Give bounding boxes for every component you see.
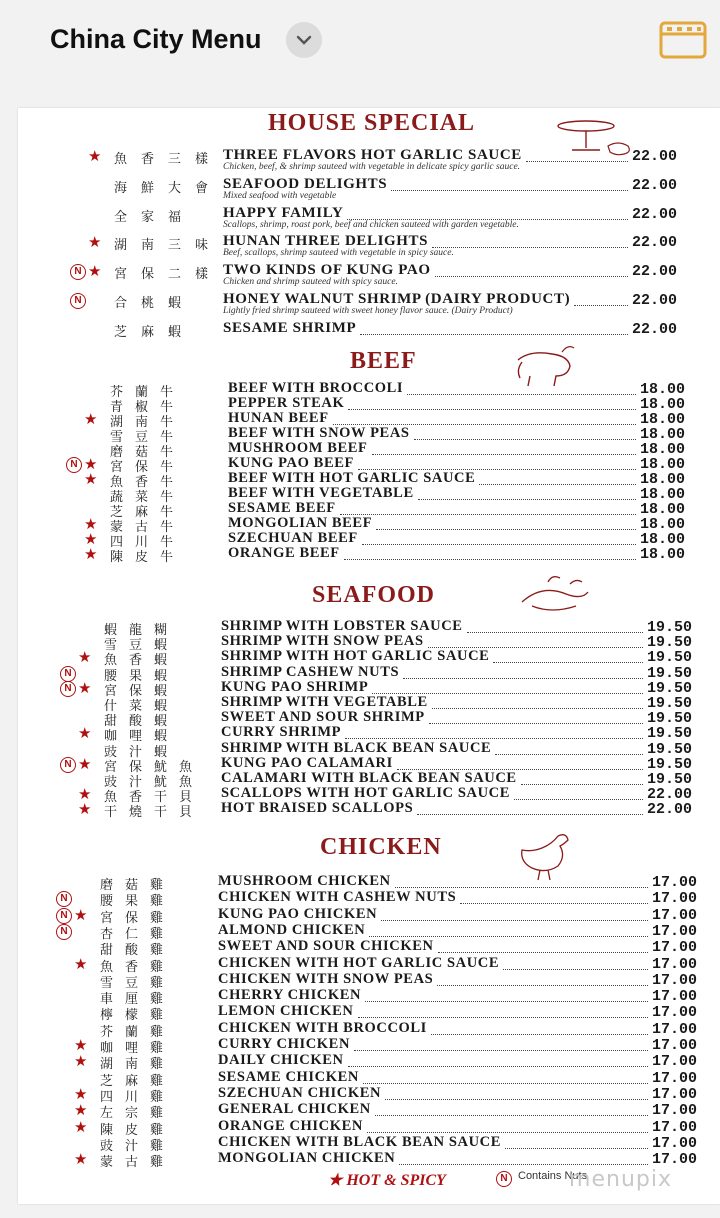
item-chinese-name: 豉汁魷魚 — [104, 775, 205, 790]
item-price: 17.00 — [652, 1102, 698, 1120]
spicy-star-icon: ★ — [84, 516, 98, 533]
item-price: 18.00 — [640, 441, 686, 458]
dotted-leader — [365, 1001, 648, 1002]
item-chinese-name: 蒙古雞 — [100, 1155, 176, 1171]
item-chinese-name: 魚香牛 — [110, 475, 186, 490]
dotted-leader — [391, 190, 628, 191]
item-price: 18.00 — [640, 501, 686, 518]
dotted-leader — [438, 952, 648, 953]
item-chinese-name: 宮保雞 — [100, 910, 176, 926]
item-name: TWO KINDS OF KUNG PAO — [223, 262, 431, 279]
top-bar — [0, 0, 720, 82]
chicken-illustration-icon — [512, 826, 578, 882]
item-chinese-name: 湖南三味 — [114, 238, 223, 254]
item-price: 18.00 — [640, 486, 686, 503]
item-name: SHRIMP WITH SNOW PEAS — [221, 633, 424, 650]
item-name: SZECHUAN BEEF — [228, 530, 358, 546]
dotted-leader — [344, 559, 636, 560]
item-chinese-name: 甜酸雞 — [100, 943, 176, 959]
dotted-leader — [369, 936, 648, 937]
item-chinese-name: 蔬菜牛 — [110, 490, 186, 505]
item-name: MONGOLIAN CHICKEN — [218, 1150, 396, 1167]
item-name: HAPPY FAMILY — [223, 204, 344, 221]
dotted-leader — [521, 784, 643, 785]
item-name: SESAME SHRIMP — [223, 319, 357, 336]
item-price: 19.50 — [647, 755, 693, 773]
item-price: 17.00 — [652, 1020, 698, 1038]
legend — [328, 1170, 446, 1190]
nuts-icon: N — [70, 293, 86, 309]
spicy-star-icon: ★ — [74, 1085, 88, 1103]
item-chinese-name: 芝麻蝦 — [114, 324, 196, 340]
dotted-leader — [493, 662, 643, 663]
item-name: SHRIMP WITH LOBSTER SAUCE — [221, 618, 463, 634]
item-price: 22.00 — [632, 176, 678, 194]
dotted-leader — [376, 529, 636, 530]
item-price: 19.50 — [647, 634, 693, 652]
item-chinese-name: 腰果蝦 — [104, 668, 180, 684]
spicy-star-icon: ★ — [84, 411, 98, 428]
item-chinese-name: 咖哩蝦 — [104, 729, 180, 745]
item-price: 17.00 — [652, 988, 698, 1006]
nuts-icon: N — [66, 457, 82, 473]
dotted-leader — [479, 484, 636, 485]
dotted-leader — [431, 1034, 648, 1035]
item-chinese-name: 魚香三樣 — [114, 152, 223, 167]
dotted-leader — [435, 276, 628, 277]
item-chinese-name: 雪豆牛 — [110, 430, 186, 445]
item-price: 18.00 — [640, 456, 686, 473]
item-chinese-name: 四川牛 — [110, 535, 186, 550]
item-chinese-name: 宮保魷魚 — [104, 759, 205, 775]
legend-star-icon: ★ — [328, 1172, 343, 1189]
dish-illustration-icon — [546, 116, 642, 162]
spicy-star-icon: ★ — [78, 755, 92, 773]
item-description: Scallops, shrimp, roast pork, beef and chicken sauteed with garden vegetable. — [223, 219, 519, 230]
item-chinese-name: 磨菇雞 — [100, 878, 176, 893]
dotted-leader — [505, 1148, 648, 1149]
item-name: PEPPER STEAK — [228, 395, 345, 411]
ox-illustration-icon — [510, 340, 580, 390]
item-name: LEMON CHICKEN — [218, 1003, 354, 1020]
item-description: Chicken, beef, & shrimp sauteed with vegetable in delicate spicy garlic sauce. — [223, 162, 521, 172]
item-price: 17.00 — [652, 939, 698, 957]
item-name: SWEET AND SOUR CHICKEN — [218, 938, 434, 955]
item-chinese-name: 湖南牛 — [110, 415, 186, 430]
item-name: SZECHUAN CHICKEN — [218, 1084, 382, 1101]
dotted-leader — [363, 1083, 648, 1084]
item-name: GENERAL CHICKEN — [218, 1101, 371, 1118]
section-title: BEEF — [350, 348, 417, 374]
item-chinese-name: 四川雞 — [100, 1089, 176, 1105]
item-name: HUNAN THREE DELIGHTS — [223, 233, 429, 250]
section-title: HOUSE SPECIAL — [268, 110, 476, 136]
item-name: CHICKEN WITH HOT GARLIC SAUCE — [218, 954, 500, 971]
spicy-star-icon: ★ — [88, 234, 102, 252]
item-name: MUSHROOM BEEF — [228, 440, 368, 456]
item-price: 17.00 — [652, 1134, 698, 1152]
dotted-leader — [429, 723, 643, 724]
spicy-star-icon: ★ — [74, 1102, 88, 1120]
dotted-leader — [360, 334, 628, 335]
spicy-star-icon: ★ — [88, 148, 102, 165]
spicy-star-icon: ★ — [74, 906, 88, 924]
item-name: CHERRY CHICKEN — [218, 987, 362, 1004]
menu-card-icon — [658, 20, 708, 60]
item-chinese-name: 全家福 — [114, 209, 196, 225]
item-name: HUNAN BEEF — [228, 410, 329, 426]
item-chinese-name: 芝麻牛 — [110, 505, 186, 520]
item-name: KUNG PAO CHICKEN — [218, 905, 378, 922]
item-price: 22.00 — [632, 263, 678, 281]
item-name: BEEF WITH BROCCOLI — [228, 380, 404, 396]
dotted-leader — [432, 247, 628, 248]
item-price: 17.00 — [652, 922, 698, 940]
menu-card-button[interactable] — [658, 20, 708, 60]
item-price: 18.00 — [640, 396, 686, 413]
item-chinese-name: 宮保二樣 — [114, 267, 223, 283]
item-name: MONGOLIAN BEEF — [228, 515, 373, 531]
dotted-leader — [385, 1099, 648, 1100]
section-title: SEAFOOD — [312, 582, 436, 608]
dotted-leader — [399, 1164, 648, 1165]
item-price: 19.50 — [647, 771, 693, 788]
item-description: Mixed seafood with vegetable — [223, 190, 337, 201]
spicy-star-icon: ★ — [78, 679, 92, 697]
dotted-leader — [375, 1115, 648, 1116]
spicy-star-icon: ★ — [74, 1118, 88, 1136]
item-name: SHRIMP CASHEW NUTS — [221, 663, 400, 680]
spicy-star-icon: ★ — [74, 1037, 88, 1054]
item-name: SHRIMP WITH VEGETABLE — [221, 694, 428, 710]
item-name: SWEET AND SOUR SHRIMP — [221, 709, 425, 726]
lobster-illustration-icon — [512, 572, 598, 622]
spicy-star-icon: ★ — [74, 1151, 88, 1169]
legend-nuts-label: Contains Nuts — [518, 1170, 588, 1182]
item-price: 22.00 — [632, 234, 678, 252]
dotted-leader — [403, 678, 643, 679]
spicy-star-icon: ★ — [74, 1053, 88, 1071]
item-name: THREE FLAVORS HOT GARLIC SAUCE — [223, 147, 522, 163]
item-price: 19.50 — [647, 649, 693, 667]
item-price: 22.00 — [632, 205, 678, 223]
spicy-star-icon: ★ — [78, 786, 92, 804]
item-price: 18.00 — [640, 546, 686, 563]
item-description: Lightly fried shrimp sauteed with sweet honey flavor sauce. (Dairy Product) — [223, 306, 513, 316]
item-price: 17.00 — [652, 1118, 698, 1136]
item-chinese-name: 宮保蝦 — [104, 683, 180, 699]
spicy-star-icon: ★ — [88, 263, 102, 281]
item-name: CHICKEN WITH SNOW PEAS — [218, 970, 434, 987]
nuts-icon: N — [56, 908, 72, 924]
item-name: SCALLOPS WITH HOT GARLIC SAUCE — [221, 785, 511, 802]
item-name: HONEY WALNUT SHRIMP (DAIRY PRODUCT) — [223, 291, 571, 307]
item-price: 18.00 — [640, 411, 686, 428]
item-chinese-name: 雪豆蝦 — [104, 638, 180, 654]
nuts-icon: N — [56, 891, 72, 907]
item-name: MUSHROOM CHICKEN — [218, 873, 391, 889]
item-chinese-name: 杏仁雞 — [100, 926, 176, 942]
spicy-star-icon: ★ — [78, 801, 92, 819]
page-title: China City Menu — [50, 24, 262, 54]
item-chinese-name: 湖南雞 — [100, 1057, 176, 1073]
section-title: CHICKEN — [320, 834, 442, 860]
item-chinese-name: 磨菇牛 — [110, 445, 186, 460]
dotted-leader — [414, 439, 636, 440]
item-name: DAILY CHICKEN — [218, 1052, 344, 1069]
item-price: 17.00 — [652, 955, 698, 973]
dotted-leader — [526, 161, 628, 162]
item-chinese-name: 甜酸蝦 — [104, 714, 180, 730]
dotted-leader — [348, 1066, 648, 1067]
nuts-icon: N — [496, 1171, 512, 1187]
item-name: KUNG PAO SHRIMP — [221, 678, 369, 695]
item-name: SESAME BEEF — [228, 500, 336, 516]
spicy-star-icon: ★ — [84, 531, 98, 548]
menu-page — [18, 108, 720, 1204]
nuts-icon: N — [60, 757, 76, 773]
item-name: ORANGE CHICKEN — [218, 1117, 363, 1134]
item-price: 18.00 — [640, 531, 686, 548]
dotted-leader — [514, 799, 643, 800]
item-price: 17.00 — [652, 1053, 698, 1071]
item-chinese-name: 陳皮雞 — [100, 1122, 176, 1138]
dotted-leader — [358, 1017, 648, 1018]
item-chinese-name: 干燒干貝 — [104, 805, 205, 821]
watermark: menupix — [569, 1167, 672, 1192]
item-name: ALMOND CHICKEN — [218, 921, 366, 938]
item-price: 22.00 — [632, 292, 678, 309]
item-name: SESAME CHICKEN — [218, 1068, 359, 1085]
item-name: CHICKEN WITH BLACK BEAN SAUCE — [218, 1133, 502, 1150]
dotted-leader — [381, 920, 648, 921]
item-name: KUNG PAO BEEF — [228, 455, 354, 471]
dotted-leader — [348, 409, 636, 410]
item-price: 18.00 — [640, 381, 686, 398]
dotted-leader — [395, 887, 648, 888]
dotted-leader — [460, 903, 648, 904]
item-name: SEAFOOD DELIGHTS — [223, 175, 388, 192]
spicy-star-icon: ★ — [84, 471, 98, 488]
item-chinese-name: 芥蘭雞 — [100, 1024, 176, 1040]
item-price: 17.00 — [652, 1004, 698, 1022]
item-price: 19.50 — [647, 740, 693, 758]
item-chinese-name: 陳皮牛 — [110, 550, 186, 565]
item-price: 17.00 — [652, 1085, 698, 1103]
spicy-star-icon: ★ — [84, 546, 98, 563]
item-chinese-name: 豉汁蝦 — [104, 744, 180, 760]
item-chinese-name: 海鮮大會 — [114, 180, 223, 196]
dotted-leader — [362, 544, 636, 545]
item-chinese-name: 檸檬雞 — [100, 1008, 176, 1024]
legend-spicy-label: HOT & SPICY — [346, 1172, 446, 1189]
item-price: 17.00 — [652, 890, 698, 908]
item-price: 19.50 — [647, 725, 693, 743]
item-description: Beef, scallops, shrimp sauteed with vegetable in spicy sauce. — [223, 248, 454, 259]
item-chinese-name: 芥蘭牛 — [110, 385, 186, 400]
item-chinese-name: 咖哩雞 — [100, 1041, 176, 1056]
item-price: 22.00 — [632, 148, 678, 165]
item-price: 17.00 — [652, 971, 698, 989]
dotted-leader — [418, 499, 636, 500]
dotted-leader — [437, 985, 648, 986]
item-price: 22.00 — [632, 320, 678, 338]
item-chinese-name: 左宗雞 — [100, 1106, 176, 1122]
item-price: 19.50 — [647, 710, 693, 728]
item-price: 22.00 — [647, 786, 693, 804]
spicy-star-icon: ★ — [84, 456, 98, 473]
item-chinese-name: 魚香干貝 — [104, 790, 205, 806]
item-price: 18.00 — [640, 471, 686, 488]
item-chinese-name: 腰果雞 — [100, 894, 176, 910]
dotted-leader — [417, 814, 643, 815]
item-price: 19.50 — [647, 695, 693, 712]
item-description: Chicken and shrimp sauteed with spicy sauce. — [223, 277, 398, 288]
item-price: 19.50 — [647, 664, 693, 682]
item-name: CURRY SHRIMP — [221, 724, 342, 741]
item-name: CHICKEN WITH CASHEW NUTS — [218, 889, 457, 906]
item-chinese-name: 什菜蝦 — [104, 699, 180, 714]
nuts-icon: N — [60, 666, 76, 682]
item-chinese-name: 芝麻雞 — [100, 1073, 176, 1089]
item-chinese-name: 車厘雞 — [100, 992, 176, 1008]
dotted-leader — [574, 305, 628, 306]
item-price: 17.00 — [652, 1069, 698, 1087]
nuts-icon: N — [60, 681, 76, 697]
item-price: 22.00 — [647, 801, 693, 819]
item-name: ORANGE BEEF — [228, 545, 340, 561]
item-chinese-name: 宮保牛 — [110, 460, 186, 475]
dotted-leader — [467, 632, 643, 633]
dotted-leader — [407, 394, 636, 395]
spicy-star-icon: ★ — [78, 649, 92, 667]
dotted-leader — [495, 754, 643, 755]
item-name: CHICKEN WITH BROCCOLI — [218, 1019, 427, 1036]
item-price: 17.00 — [652, 1037, 698, 1054]
item-price: 19.50 — [647, 679, 693, 697]
nuts-icon: N — [56, 924, 72, 940]
spicy-star-icon: ★ — [78, 725, 92, 743]
item-name: KUNG PAO CALAMARI — [221, 754, 393, 771]
item-price: 17.00 — [652, 1151, 698, 1169]
dotted-leader — [367, 1132, 648, 1133]
item-chinese-name: 雪豆雞 — [100, 975, 176, 991]
item-name: BEEF WITH VEGETABLE — [228, 485, 414, 501]
item-chinese-name: 魚香雞 — [100, 959, 176, 975]
item-chinese-name: 魚香蝦 — [104, 653, 180, 669]
item-chinese-name: 蒙古牛 — [110, 520, 186, 535]
item-chinese-name: 合桃蝦 — [114, 296, 196, 311]
nuts-icon: N — [70, 264, 86, 280]
item-chinese-name: 青椒牛 — [110, 400, 186, 415]
item-name: SHRIMP WITH BLACK BEAN SAUCE — [221, 739, 492, 756]
item-name: HOT BRAISED SCALLOPS — [221, 800, 414, 817]
item-name: CALAMARI WITH BLACK BEAN SAUCE — [221, 770, 517, 786]
item-price: 18.00 — [640, 516, 686, 533]
dotted-leader — [432, 708, 643, 709]
item-name: BEEF WITH HOT GARLIC SAUCE — [228, 470, 476, 486]
item-price: 17.00 — [652, 874, 698, 891]
item-name: CURRY CHICKEN — [218, 1036, 351, 1052]
dotted-leader — [340, 514, 636, 515]
chevron-down-icon — [296, 34, 312, 46]
dotted-leader — [372, 454, 636, 455]
item-price: 19.50 — [647, 619, 693, 636]
item-price: 18.00 — [640, 426, 686, 443]
item-name: SHRIMP WITH HOT GARLIC SAUCE — [221, 648, 490, 665]
item-price: 17.00 — [652, 906, 698, 924]
title-dropdown-button[interactable] — [286, 22, 322, 58]
item-chinese-name: 蝦龍糊 — [104, 623, 180, 638]
item-name: BEEF WITH SNOW PEAS — [228, 425, 410, 441]
item-chinese-name: 豉汁雞 — [100, 1138, 176, 1154]
dotted-leader — [354, 1050, 648, 1051]
dotted-leader — [503, 969, 648, 970]
spicy-star-icon: ★ — [74, 955, 88, 973]
